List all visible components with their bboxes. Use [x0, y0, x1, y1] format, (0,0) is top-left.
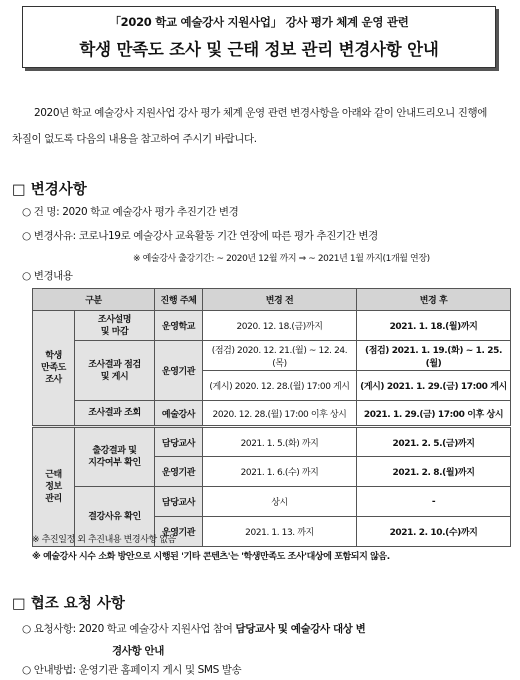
- row-after: 2021. 2. 8.(월)까지: [357, 457, 511, 487]
- group-satisfaction-survey: 학생 만족도 조사: [33, 311, 75, 427]
- row-after: -: [357, 487, 511, 517]
- request-item-bullet: [22, 618, 514, 662]
- row-after: (점검) 2021. 1. 19.(화) ~ 1. 25.(월): [357, 341, 511, 371]
- row-before: (점검) 2020. 12. 21.(월) ~ 12. 24.(목): [203, 341, 357, 371]
- change-schedule-table: [32, 288, 511, 547]
- row-subject: 담당교사: [155, 427, 203, 457]
- row-after: 2021. 1. 29.(금) 17:00 이후 상시: [357, 401, 511, 427]
- change-reason-bullet: ○ 변경사유: 코로나19로 예술강사 교육활동 기간 연장에 따른 평가 추진기간 변경: [22, 230, 378, 242]
- other-content-note: ※ 예술강사 시수 소화 방안으로 시행된 '기타 콘텐츠'는 '학생만족도 조사'대상에 포함되지 않음.: [32, 552, 390, 562]
- table-row: [33, 427, 511, 457]
- row-item: 결강사유 확인: [75, 487, 155, 547]
- row-before: 상시: [203, 487, 357, 517]
- row-subject: 예술강사: [155, 401, 203, 427]
- header-after: 변경 후: [357, 289, 511, 311]
- row-before: 2021. 1. 6.(수) 까지: [203, 457, 357, 487]
- row-before: 2021. 1. 5.(화) 까지: [203, 427, 357, 457]
- header-before: 변경 전: [203, 289, 357, 311]
- header-category: 구분: [33, 289, 155, 311]
- section-heading-request: □ 협조 요청 사항: [12, 596, 125, 612]
- document-title: 학생 만족도 조사 및 근태 정보 관리 변경사항 안내: [79, 40, 439, 59]
- row-item: 출강결과 및 지각여부 확인: [75, 427, 155, 487]
- row-before: 2021. 1. 13. 까지: [203, 517, 357, 547]
- request-item-target-cont: 경사항 안내: [112, 645, 164, 657]
- row-item: 조사설명 및 마감: [75, 311, 155, 341]
- table-header-row: [33, 289, 511, 311]
- row-subject: 운영기관: [155, 341, 203, 401]
- document-subtitle: 「2020 학교 예술강사 지원사업」 강사 평가 체계 운영 관련: [109, 15, 409, 29]
- row-after: (게시) 2021. 1. 29.(금) 17:00 게시: [357, 371, 511, 401]
- row-subject: 운영기관: [155, 517, 203, 547]
- change-subject-bullet: ○ 건 명: 2020 학교 예술강사 평가 추진기간 변경: [22, 206, 239, 218]
- schedule-only-note: ※ 추진일정 외 추진내용 변경사항 없음: [32, 535, 176, 545]
- row-subject: 담당교사: [155, 487, 203, 517]
- table-row: [33, 487, 511, 517]
- row-before: 2020. 12. 18.(금)까지: [203, 311, 357, 341]
- request-item-target: 담당교사 및 예술강사 대상 변: [235, 623, 366, 635]
- row-before: 2020. 12. 28.(월) 17:00 이후 상시: [203, 401, 357, 427]
- intro-paragraph: [12, 100, 510, 152]
- row-item: 조사결과 조회: [75, 401, 155, 427]
- title-box: [22, 6, 496, 68]
- table-row: [33, 341, 511, 371]
- period-extension-note: ※ 예술강사 출강기간: ~ 2020년 12월 까지 ⇒ ~ 2021년 1월 까지(1개월 연장): [133, 254, 430, 264]
- header-subject: 진행 주체: [155, 289, 203, 311]
- row-subject: 운영기관: [155, 457, 203, 487]
- row-subject: 운영학교: [155, 311, 203, 341]
- table-row: [33, 401, 511, 427]
- table-row: [33, 311, 511, 341]
- row-after: 2021. 2. 10.(수)까지: [357, 517, 511, 547]
- row-item: 조사결과 점검 및 게시: [75, 341, 155, 401]
- section-heading-changes: □ 변경사항: [12, 182, 87, 198]
- row-before: (게시) 2020. 12. 28.(월) 17:00 게시: [203, 371, 357, 401]
- change-content-bullet: ○ 변경내용: [22, 270, 73, 282]
- row-after: 2021. 2. 5.(금)까지: [357, 427, 511, 457]
- request-item-text: ○ 요청사항: 2020 학교 예술강사 지원사업 참여: [22, 623, 236, 635]
- row-after: 2021. 1. 18.(월)까지: [357, 311, 511, 341]
- intro-text: 2020년 학교 예술강사 지원사업 강사 평가 체계 운영 관련 변경사항을 아래와 같이 안내드리오니 진행에 차질이 없도록 다음의 내용을 참고하여 주시기 바랍니다.: [12, 107, 488, 145]
- group-attendance-management: 근태 정보 관리: [33, 427, 75, 547]
- notice-method-bullet: ○ 안내방법: 운영기관 홈페이지 게시 및 SMS 발송: [22, 664, 242, 676]
